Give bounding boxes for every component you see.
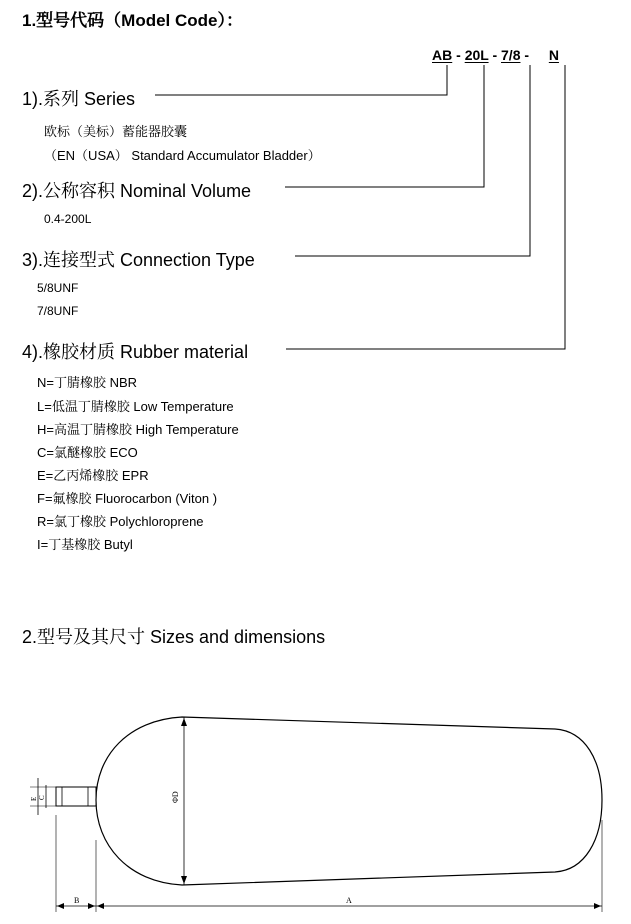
- leader-volume: [285, 65, 484, 187]
- page-title: 1.型号代码（Model Code）：: [22, 11, 244, 30]
- rubber-line-4: C=氯醚橡胶 ECO: [37, 445, 138, 460]
- series-heading: 1).系列 Series: [22, 89, 136, 109]
- rubber-line-5: E=乙丙烯橡胶 EPR: [37, 468, 149, 483]
- connection-line-2: 7/8UNF: [37, 304, 79, 318]
- leader-series: [155, 65, 447, 95]
- diameter-label: ΦD: [171, 791, 180, 803]
- volume-line-1: 0.4-200L: [44, 212, 92, 226]
- bladder-drawing: [0, 690, 631, 920]
- code-separator: -: [456, 47, 461, 63]
- rubber-heading: 4).橡胶材质 Rubber material: [22, 342, 249, 362]
- rubber-line-2: L=低温丁腈橡胶 Low Temperature: [37, 399, 234, 414]
- series-line-1: 欧标（美标）蓄能器胶囊: [44, 124, 188, 139]
- code-separator: -: [524, 47, 530, 63]
- code-series: AB: [432, 47, 453, 63]
- sizes-heading: 2.型号及其尺寸 Sizes and dimensions: [22, 627, 326, 647]
- volume-heading: 2).公称容积 Nominal Volume: [22, 181, 252, 201]
- code-volume: 20L: [464, 47, 489, 63]
- series-line-2: （EN（USA） Standard Accumulator Bladder）: [44, 148, 321, 163]
- rubber-line-1: N=丁腈橡胶 NBR: [37, 375, 138, 390]
- code-connection: 7/8: [501, 47, 521, 63]
- connection-heading: 3).连接型式 Connection Type: [22, 250, 255, 270]
- stem-c-label: C: [38, 795, 46, 800]
- length-label: A: [346, 896, 352, 905]
- rubber-line-8: I=丁基橡胶 Butyl: [37, 537, 133, 552]
- stem-e-label: E: [30, 796, 38, 801]
- code-separator: -: [492, 47, 498, 63]
- rubber-line-6: F=氟橡胶 Fluorocarbon (Viton ): [37, 491, 218, 506]
- rubber-line-3: H=高温丁腈橡胶 High Temperature: [37, 422, 239, 437]
- rubber-line-7: R=氯丁橡胶 Polychloroprene: [37, 514, 204, 529]
- leader-rubber: [286, 65, 565, 349]
- code-rubber: N: [548, 47, 559, 63]
- connection-line-1: 5/8UNF: [37, 281, 79, 295]
- leader-connection: [295, 65, 530, 256]
- stem-length-label: B: [74, 896, 80, 905]
